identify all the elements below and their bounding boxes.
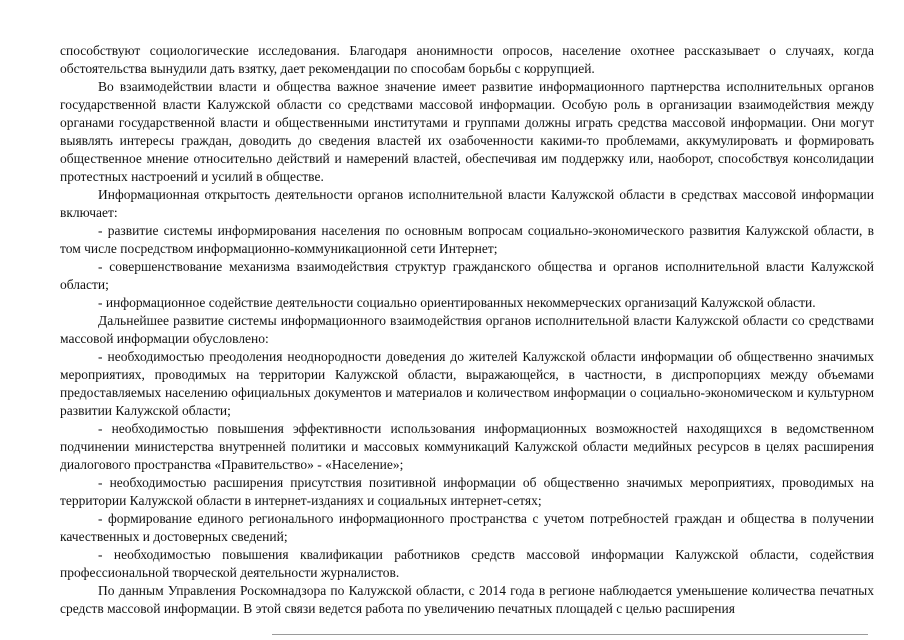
paragraph-2: Во взаимодействии власти и общества важное значение имеет развитие информационного партнерства исполнительных органов государственной власти Калужской области со средствами массовой информации. Особую роль в организации взаимодействия между органами государственной власти и общественными институтами и группами должны играть средства массовой информации. Они могут выявлять интересы граждан, доводить до сведения властей их озабоченности какими-то проблемами, аккумулировать и формировать общественное мнение относительно действий и намерений властей, обеспечивая им поддержку или, наоборот, способствуя консолидации протестных настроений и усилий в обществе. xyxy=(60,79,874,184)
list-item-3: - информационное содействие деятельности социально ориентированных некоммерческих организаций Калужской области. xyxy=(98,295,816,310)
list-item-1: - развитие системы информирования населения по основным вопросам социально-экономического развития Калужской области, в том числе посредством информационно-коммуникационной сети Интернет; xyxy=(60,223,874,256)
list-item-2: - совершенствование механизма взаимодействия структур гражданского общества и органов исполнительной власти Калужской области; xyxy=(60,259,874,292)
paragraph-1: способствуют социологические исследования. Благодаря анонимности опросов, население охотнее рассказывает о случаях, когда обстоятельства вынудили дать взятку, дает рекомендации по способам борьбы с коррупцией. xyxy=(60,43,874,76)
list-item-7: - формирование единого регионального информационного пространства с учетом потребностей граждан и общества в получении качественных и достоверных сведений; xyxy=(60,511,874,544)
list-item-5: - необходимостью повышения эффективности использования информационных возможностей находящихся в ведомственном подчинении министерства внутренней политики и массовых коммуникаций Калужской области медийных ресурсов в целях расширения диалогового пространства «Правительство» - «Население»; xyxy=(60,421,874,472)
list-item-8: - необходимостью повышения квалификации работников средств массовой информации Калужской области, содействия профессиональной творческой деятельности журналистов. xyxy=(60,547,874,580)
footer-divider xyxy=(272,634,868,635)
paragraph-5: По данным Управления Роскомнадзора по Калужской области, с 2014 года в регионе наблюдается уменьшение количества печатных средств массовой информации. В этой связи ведется работа по увеличению печатных площадей с целью расширения xyxy=(60,583,874,616)
list-item-4: - необходимостью преодоления неоднородности доведения до жителей Калужской области информации об общественно значимых мероприятиях, проводимых на территории Калужской области, выражающейся, в частности, в диспропорциях между объемами предоставляемых населению официальных документов и материалов и количеством информации о социально-экономическом и культурном развитии Калужской области; xyxy=(60,349,874,418)
paragraph-4: Дальнейшее развитие системы информационного взаимодействия органов исполнительной власти Калужской области со средствами массовой информации обусловлено: xyxy=(60,313,874,346)
paragraph-3: Информационная открытость деятельности органов исполнительной власти Калужской области в средствах массовой информации включает: xyxy=(60,187,874,220)
list-item-6: - необходимостью расширения присутствия позитивной информации об общественно значимых мероприятиях, проводимых на территории Калужской области в интернет-изданиях и социальных интернет-сетях; xyxy=(60,475,874,508)
document-page xyxy=(60,42,874,618)
